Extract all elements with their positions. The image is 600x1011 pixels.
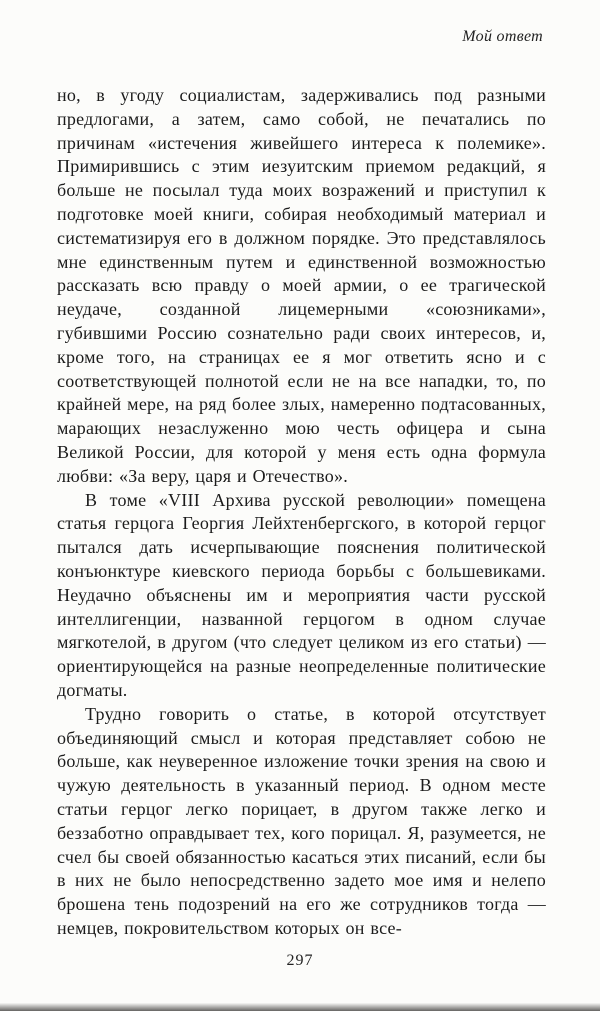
page-number: 297: [286, 952, 314, 969]
running-header: [462, 28, 543, 46]
paragraph: Трудно говорить о статье, в которой отсутствует объединяющий смысл и которая представляет собою не больше, как неуверенное изложение точки зрения на свою и чужую деятельность в указанный период. В одном месте статьи герцог легко порицает, в другом также легко и беззаботно оправдывает тех, кого порицал. Я, разумеется, не счел бы своей обязанностью касаться этих писаний, если бы в них не было непосредственно задето мое имя и нелепо брошена тень подозрений на его же сотрудников тогда — немцев, покровительством которых он все-: [57, 703, 546, 938]
running-header-title: Мой ответ: [462, 28, 543, 45]
paragraph: В томе «VIII Архива русской революции» помещена статья герцога Георгия Лейхтенбергского, в которой герцог пытался дать исчерпывающие пояснения политической конъюнктуре киевского периода борьбы с большевиками. Неудачно объяснены им и мероприятия части русской интеллигенции, названной герцогом в одном случае мягкотелой, в другом (что следует целиком из его статьи) — ориентирующейся на разные неопределенные политические догматы.: [57, 489, 546, 700]
paragraph-continuation: но, в угоду социалистам, задерживались под разными предлогами, а затем, само собой, не печатались по причинам «истечения живейшего интереса к полемике». Примирившись с этим иезуитским приемом редакций, я больше не посылал туда моих возражений и приступил к подготовке моей книги, собирая необходимый материал и систематизируя его в должном порядке. Это представлялось мне единственным путем и единственной возможностью рассказать всю правду о моей армии, о ее трагической неудаче, созданной лицемерными «союзниками», губившими Россию сознательно ради своих интересов, и, кроме того, на страницах ее я мог ответить ясно и с соответствующей полнотой если не на все нападки, то, по крайней мере, на ряд более злых, намеренно подтасованных, марающих незаслуженно мою честь офицера и сына Великой России, для которой у меня есть одна формула любви: «За веру, царя и Отечество».: [57, 85, 546, 486]
page-bottom-scan-shadow: [0, 1003, 600, 1011]
text-block: [57, 84, 546, 941]
